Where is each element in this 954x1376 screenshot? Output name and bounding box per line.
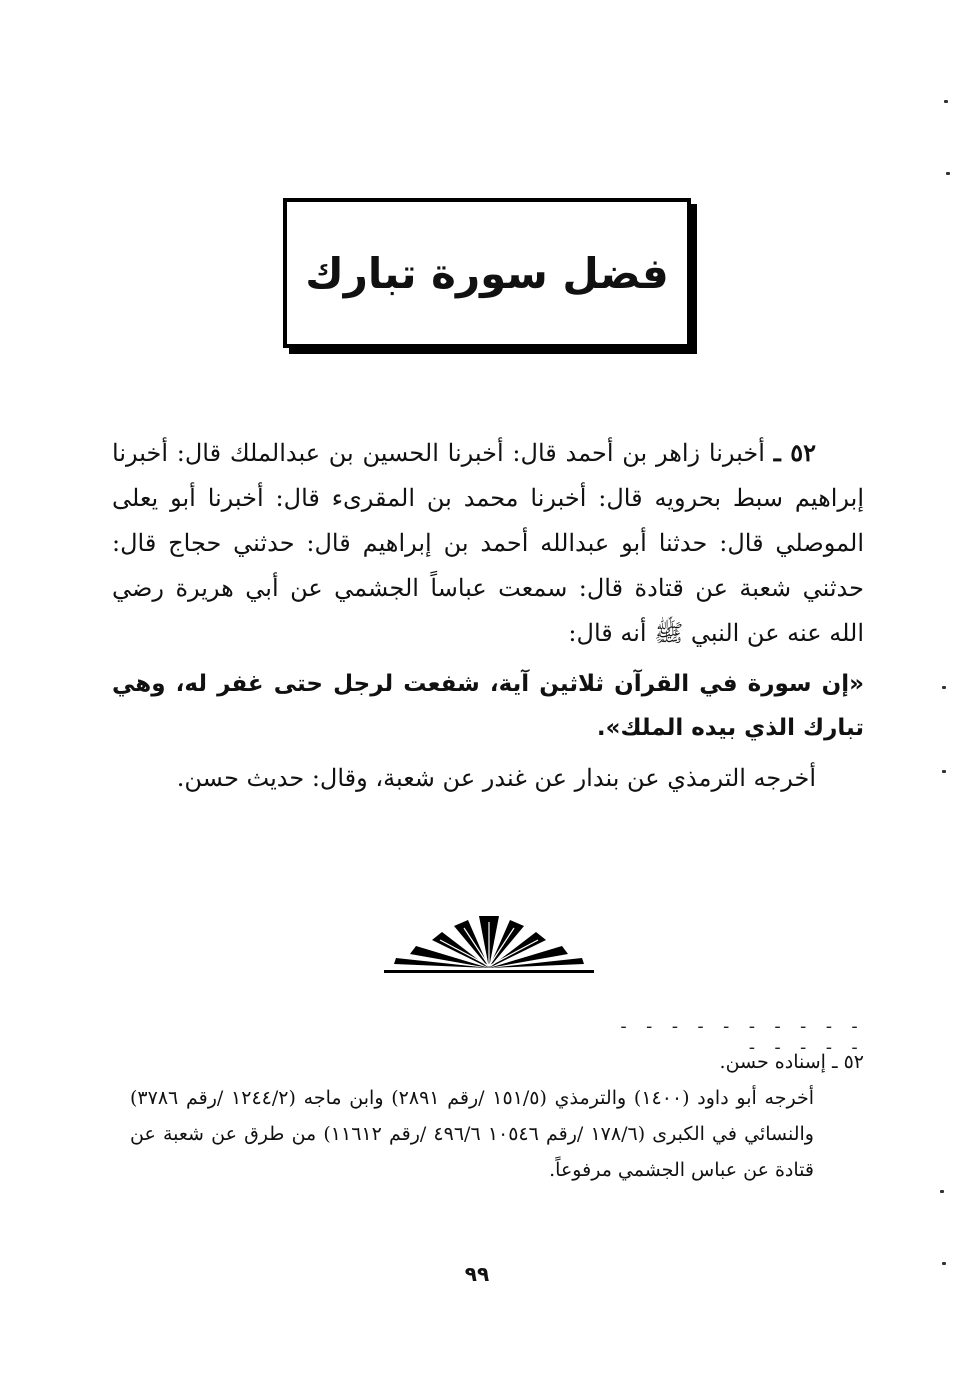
footnote-label: ٥٢ ـ إسناده حسن. — [719, 1051, 864, 1073]
page-number: ٩٩ — [464, 1262, 490, 1286]
scan-speck — [946, 172, 950, 175]
takhrij-text: أخرجه الترمذي عن بندار عن غندر عن شعبة، وقال: حديث حسن. — [176, 764, 816, 792]
scan-speck — [940, 1190, 944, 1193]
hadith-chain-paragraph — [112, 430, 864, 656]
footnote-text: أخرجه أبو داود (١٤٠٠) والترمذي (١٥١/٥ /رقم ٢٨٩١) وابن ماجه (١٢٤٤/٢ /رقم ٣٧٨٦) والنسائي في الكبرى (١٧٨/٦ /رقم ١٠٥٤٦ ٤٩٦/٦ /رقم ١١٦١٢) من طرق عن شعبة عن قتادة عن عباس الجشمي مرفوعاً. — [130, 1087, 814, 1181]
scan-speck — [942, 770, 946, 773]
hadith-chain-text: أخبرنا زاهر بن أحمد قال: أخبرنا الحسين بن عبدالملك قال: أخبرنا إبراهيم سبط بحرويه قال: أخبرنا محمد بن المقرىء قال: أخبرنا أبو يعلى الموصلي قال: حدثنا أبو عبدالله أحمد بن إبراهيم قال: حدثني حجاج قال: حدثني شعبة عن قتادة قال: سمعت عباساً الجشمي عن أبي هريرة رضي الله عنه عن النبي ﷺ أنه قال: — [112, 439, 864, 647]
hadith-number: ٥٢ ـ — [773, 438, 816, 467]
main-text — [112, 430, 864, 801]
chapter-title: فضل سورة تبارك — [305, 248, 669, 298]
scan-speck — [944, 100, 948, 103]
hadith-text: «إن سورة في القرآن ثلاثين آية، شفعت لرجل حتى غفر له، وهي تبارك الذي بيده الملك». — [112, 671, 864, 741]
scan-speck — [942, 686, 946, 689]
scan-speck — [942, 1262, 946, 1265]
chapter-title-box — [283, 198, 691, 348]
footnotes — [130, 1044, 864, 1188]
footnote-separator: - - - - - - - - - - - - - - - — [618, 1016, 862, 1058]
ornament-divider — [384, 908, 594, 978]
